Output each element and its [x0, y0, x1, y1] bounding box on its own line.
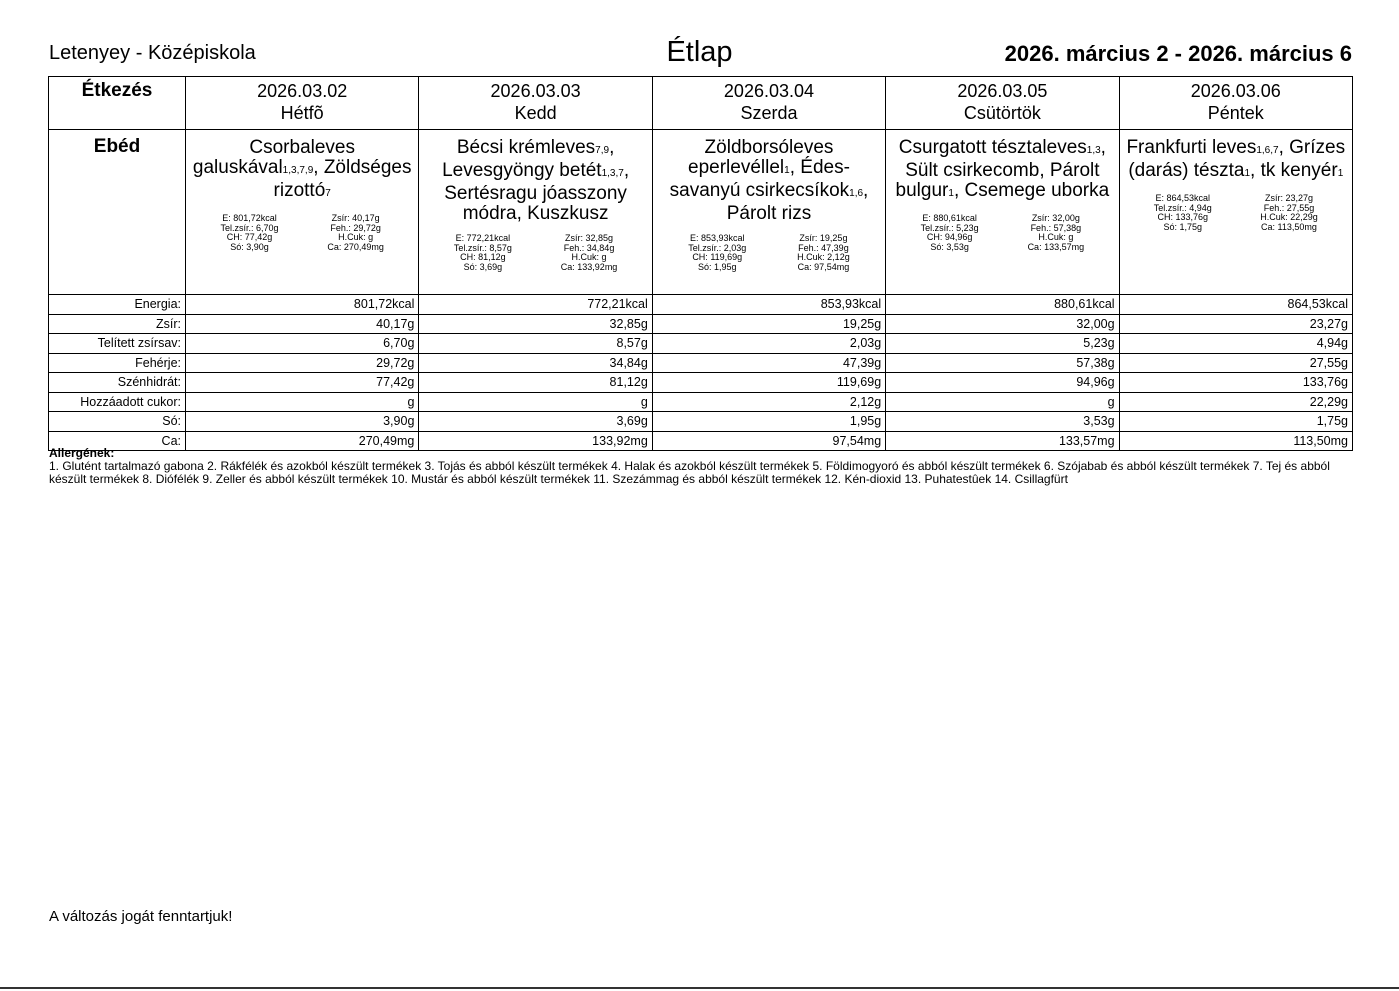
dish-part: , Zöldséges rizottó — [273, 157, 412, 201]
nutrition-item: Só: 1,75g — [1163, 221, 1203, 232]
allergens-title: Allergének: — [49, 446, 115, 460]
dish-text — [653, 130, 885, 224]
nutrition-summary — [653, 234, 885, 272]
footer-note: A változás jogát fenntartjuk! — [49, 908, 233, 925]
nutrition-column — [1260, 194, 1318, 232]
dish-part: Csurgatott tésztaleves — [898, 137, 1087, 158]
school-name: Letenyey - Középiskola — [49, 42, 256, 64]
nutrition-item: Feh.: 27,55g — [1263, 202, 1315, 213]
nutrition-item: E: 864,53kcal — [1155, 193, 1211, 203]
day-header — [186, 77, 419, 130]
nutrition-value: 32,85g — [419, 314, 652, 334]
meal-cell — [886, 130, 1119, 295]
bottom-divider — [0, 987, 1399, 989]
dish-part: , Sertésragu jóasszony módra, Kuszkusz — [444, 160, 630, 224]
allergen-codes: 1 — [1244, 168, 1251, 179]
dish-part: , Csemege uborka — [953, 180, 1110, 201]
nutrition-item: Tel.zsír.: 5,23g — [920, 222, 979, 233]
nutrition-item: E: 801,72kcal — [222, 213, 277, 223]
nutrition-item: H.Cuk: g — [338, 232, 374, 242]
nutrition-column — [797, 234, 850, 272]
nutrition-item: H.Cuk: g — [571, 252, 607, 262]
dish-text — [186, 130, 418, 204]
nutrition-value: 119,69g — [652, 373, 885, 393]
allergen-codes: 1 — [948, 188, 954, 199]
nutrition-item: Feh.: 47,39g — [798, 242, 849, 253]
nutrition-label: Szénhidrát: — [49, 373, 186, 393]
allergen-codes: 1,6 — [849, 188, 864, 199]
nutrition-summary — [1120, 194, 1352, 232]
day-name: Péntek — [1207, 103, 1264, 123]
nutrition-item: E: 772,21kcal — [455, 233, 511, 243]
meal-cell — [1119, 130, 1352, 295]
nutrition-row — [49, 314, 1353, 334]
nutrition-value: 47,39g — [652, 353, 885, 373]
nutrition-value: 880,61kcal — [886, 295, 1119, 315]
day-name: Hétfõ — [280, 103, 324, 123]
nutrition-value: 853,93kcal — [652, 295, 885, 315]
nutrition-value: 864,53kcal — [1119, 295, 1352, 315]
allergen-codes: 1 — [1337, 168, 1344, 179]
nutrition-item: Zsír: 32,00g — [1031, 213, 1080, 223]
allergen-codes: 1,3 — [1086, 145, 1101, 156]
nutrition-value: 1,95g — [652, 412, 885, 432]
nutrition-item: Ca: 133,57mg — [1027, 241, 1085, 252]
nutrition-row — [49, 392, 1353, 412]
nutrition-item: H.Cuk: g — [1038, 232, 1074, 242]
nutrition-value: 32,00g — [886, 314, 1119, 334]
allergens-text: 1. Glutént tartalmazó gabona 2. Rákfélék és azokból készült termékek 3. Tojás és abból készült termékek 4. Halak és azokból készült termékek 5. Földimogyoró és abból készült termékek 6. Szójabab és abból készült termékek 7. Tej és abból készült termékek 8. Diófélék 9. Zeller és abból készült termékek 10. Mustár és abból készült termékek 11. Szezámmag és abból készült termékek 12. Kén-dioxid 13. Puhatestûek 14. Csillagfürt — [49, 459, 1330, 486]
nutrition-value: 8,57g — [419, 334, 652, 354]
nutrition-item: Tel.zsír.: 2,03g — [688, 242, 747, 253]
nutrition-summary — [419, 234, 651, 272]
nutrition-item: Zsír: 23,27g — [1264, 193, 1313, 203]
nutrition-value: 6,70g — [186, 334, 419, 354]
nutrition-value: 94,96g — [886, 373, 1119, 393]
nutrition-value: 2,03g — [652, 334, 885, 354]
nutrition-value: 22,29g — [1119, 392, 1352, 412]
nutrition-item: Ca: 133,92mg — [560, 261, 618, 272]
nutrition-summary — [886, 214, 1118, 252]
day-name: Szerda — [740, 103, 798, 123]
nutrition-row — [49, 334, 1353, 354]
meal-cell — [419, 130, 652, 295]
dish-part: , Édes-savanyú csirkecsíkok — [669, 157, 850, 201]
nutrition-value: g — [886, 392, 1119, 412]
nutrition-item: Feh.: 34,84g — [563, 242, 615, 253]
nutrition-value: g — [419, 392, 652, 412]
nutrition-value: 2,12g — [652, 392, 885, 412]
nutrition-item: Ca: 113,50mg — [1261, 221, 1317, 232]
nutrition-item: Tel.zsír.: 4,94g — [1153, 202, 1212, 213]
nutrition-value: 133,57mg — [886, 431, 1119, 451]
day-date: 2026.03.06 — [1190, 81, 1281, 101]
day-header — [419, 77, 652, 130]
nutrition-value: 3,53g — [886, 412, 1119, 432]
day-date: 2026.03.03 — [490, 81, 581, 101]
nutrition-item: Zsír: 40,17g — [331, 213, 380, 223]
nutrition-label: Fehérje: — [49, 353, 186, 373]
nutrition-item: Feh.: 29,72g — [330, 222, 381, 233]
nutrition-column — [327, 214, 384, 252]
day-name: Kedd — [514, 103, 557, 123]
nutrition-item: Tel.zsír.: 8,57g — [453, 242, 512, 253]
nutrition-value: 23,27g — [1119, 314, 1352, 334]
nutrition-column — [688, 234, 746, 272]
allergens-section — [49, 447, 1349, 486]
nutrition-item: CH: 77,42g — [226, 232, 273, 242]
allergen-codes: 7,9 — [595, 145, 610, 156]
nutrition-value: 77,42g — [186, 373, 419, 393]
nutrition-value: 34,84g — [419, 353, 652, 373]
dish-part: , Sült csirkecomb, Párolt bulgur — [895, 137, 1106, 201]
nutrition-item: CH: 119,69g — [692, 252, 743, 262]
nutrition-item: Só: 3,69g — [463, 261, 503, 272]
nutrition-item: Só: 1,95g — [697, 261, 737, 272]
nutrition-value: 133,76g — [1119, 373, 1352, 393]
nutrition-item: Ca: 97,54mg — [797, 261, 850, 272]
nutrition-row — [49, 295, 1353, 315]
nutrition-item: E: 880,61kcal — [922, 213, 977, 223]
nutrition-row — [49, 412, 1353, 432]
nutrition-item: H.Cuk: 22,29g — [1260, 212, 1318, 222]
nutrition-value: 772,21kcal — [419, 295, 652, 315]
nutrition-value: 81,12g — [419, 373, 652, 393]
nutrition-column — [454, 234, 512, 272]
nutrition-value: 133,92mg — [419, 431, 652, 451]
day-header — [1119, 77, 1352, 130]
day-header — [886, 77, 1119, 130]
nutrition-item: CH: 133,76g — [1157, 212, 1209, 222]
date-range: 2026. március 2 - 2026. március 6 — [1004, 41, 1352, 66]
nutrition-value: 5,23g — [886, 334, 1119, 354]
day-date: 2026.03.05 — [957, 81, 1048, 101]
dish-part: Frankfurti leves — [1126, 137, 1257, 158]
day-date: 2026.03.04 — [723, 81, 815, 101]
nutrition-label: Ca: — [49, 431, 186, 451]
nutrition-column — [220, 214, 278, 252]
nutrition-item: CH: 94,96g — [926, 232, 973, 242]
allergen-codes: 1 — [784, 165, 790, 176]
nutrition-value: 40,17g — [186, 314, 419, 334]
nutrition-item: Só: 3,53g — [930, 241, 969, 252]
allergen-codes: 1,3,7 — [601, 168, 624, 179]
page-title: Étlap — [666, 36, 733, 68]
dish-part: , Grízes (darás) tészta — [1128, 137, 1346, 181]
nutrition-column — [921, 214, 979, 252]
nutrition-item: Feh.: 57,38g — [1030, 222, 1082, 233]
nutrition-column — [1154, 194, 1212, 232]
dish-part: , tk kenyér — [1250, 160, 1338, 181]
dish-part: , Párolt rizs — [726, 180, 869, 224]
nutrition-value: 97,54mg — [652, 431, 885, 451]
nutrition-item: CH: 81,12g — [460, 252, 506, 262]
nutrition-value: 19,25g — [652, 314, 885, 334]
nutrition-column — [1028, 214, 1085, 252]
nutrition-item: Zsír: 19,25g — [799, 233, 848, 243]
nutrition-item: Zsír: 32,85g — [565, 233, 614, 243]
allergen-codes: 7 — [325, 188, 331, 199]
day-date: 2026.03.02 — [257, 81, 348, 101]
nutrition-value: 1,75g — [1119, 412, 1352, 432]
nutrition-value: 4,94g — [1119, 334, 1352, 354]
allergen-codes: 1,6,7 — [1256, 145, 1279, 156]
day-header — [652, 77, 885, 130]
day-name: Csütörtök — [963, 103, 1041, 123]
nutrition-value: 57,38g — [886, 353, 1119, 373]
nutrition-label: Energia: — [49, 295, 186, 315]
nutrition-item: Só: 3,90g — [230, 241, 269, 252]
nutrition-value: 3,69g — [419, 412, 652, 432]
meal-cell — [186, 130, 419, 295]
nutrition-value: 113,50mg — [1119, 431, 1352, 451]
allergen-codes: 1,3,7,9 — [282, 165, 314, 176]
dish-part: Csorbaleves galuskával — [192, 137, 355, 178]
dish-text — [1120, 130, 1352, 184]
dish-part: Zöldborsóleves eperlevéllel — [688, 137, 834, 178]
nutrition-value: 29,72g — [186, 353, 419, 373]
nutrition-label: Só: — [49, 412, 186, 432]
nutrition-label: Telített zsírsav: — [49, 334, 186, 354]
col-header-meal: Étkezés — [49, 77, 186, 130]
menu-table — [48, 76, 1353, 451]
nutrition-value: 270,49mg — [186, 431, 419, 451]
nutrition-value: 801,72kcal — [186, 295, 419, 315]
nutrition-value: 27,55g — [1119, 353, 1352, 373]
dish-text — [886, 130, 1118, 204]
dish-part: Bécsi krémleves — [456, 137, 596, 158]
dish-part: , Levesgyöngy betét — [442, 137, 615, 181]
meal-cell — [652, 130, 885, 295]
nutrition-label: Zsír: — [49, 314, 186, 334]
nutrition-label: Hozzáadott cukor: — [49, 392, 186, 412]
nutrition-item: Ca: 270,49mg — [327, 241, 384, 252]
dish-text — [419, 130, 651, 224]
nutrition-value: 3,90g — [186, 412, 419, 432]
nutrition-item: Tel.zsír.: 6,70g — [220, 222, 279, 233]
nutrition-summary — [186, 214, 418, 252]
nutrition-row — [49, 373, 1353, 393]
nutrition-column — [561, 234, 618, 272]
meal-label: Ebéd — [49, 130, 186, 295]
nutrition-item: H.Cuk: 2,12g — [797, 252, 850, 262]
nutrition-value: g — [186, 392, 419, 412]
nutrition-item: E: 853,93kcal — [689, 233, 745, 243]
nutrition-row — [49, 353, 1353, 373]
